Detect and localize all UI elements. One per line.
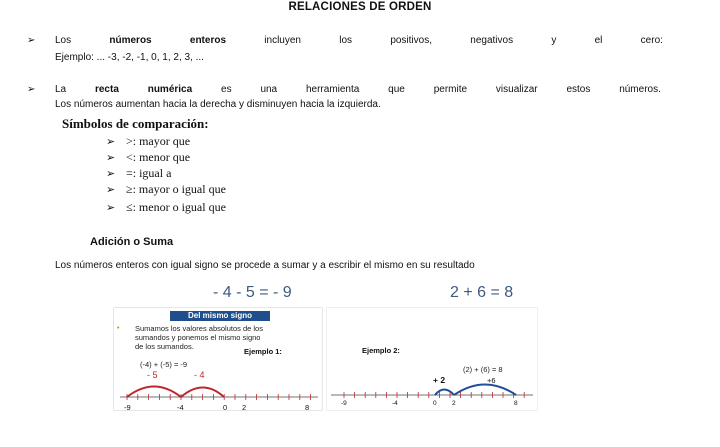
arrow-bullet-icon: ➢ [106,152,116,164]
word: enteros [189,35,227,46]
rule-line: de los sumandos. [135,342,194,351]
example-1-label: Ejemplo 1: [244,347,282,356]
tick-label: -9 [124,403,131,412]
word: Los [55,35,72,46]
word: números [109,35,152,46]
rule-line: Sumamos los valores absolutos de los [135,324,263,333]
symbol-item: ➢ <: menor que [106,150,191,164]
para1-line1 [55,35,663,46]
number-line-2 [327,378,537,412]
symbols-title: Símbolos de comparación: [62,116,209,131]
rule-bullet-icon: • [117,325,120,332]
arrow-bullet-icon: ➢ [106,168,116,180]
word: negativos [470,35,514,46]
example-1-jump-2: - 4 [194,370,205,380]
word: permite [433,84,468,95]
tick-label: 2 [452,400,456,407]
word: estos [566,84,591,95]
example-2-expression: (2) + (6) = 8 [463,365,503,374]
arrow-bullet-icon: ➢ [106,184,116,196]
number-line-1 [114,378,322,412]
word: el [594,35,603,46]
addition-text: Los números enteros con igual signo se procede a sumar y a escribir el mismo en su resultado [55,260,475,271]
word: incluyen [264,35,301,46]
tick-label: 0 [223,403,228,412]
rule-line: sumandos y ponemos el mismo signo [135,333,261,342]
jump-arc-1 [127,387,181,398]
jump-arc-1 [435,390,454,396]
para2-line1 [55,84,661,95]
example-2-label: Ejemplo 2: [362,346,400,355]
tick-label: -9 [341,400,347,407]
word: numérica [147,84,193,95]
word: recta [94,84,119,95]
word: cero: [640,35,663,46]
equation-2: 2 + 6 = 8 [450,284,514,301]
word: números. [619,84,661,95]
word: La [55,84,67,95]
para1-example: Ejemplo: ... -3, -2, -1, 0, 1, 2, 3, ... [55,52,204,63]
tick-label: 2 [242,403,247,412]
tick-label: -4 [177,403,184,412]
word: los [339,35,353,46]
page-title: RELACIONES DE ORDEN [288,1,432,13]
symbol-item: ➢ ≥: mayor o igual que [106,182,226,196]
jump-arc-2 [454,385,516,396]
example-2-jump-1: + 2 [433,375,446,385]
word: herramienta [305,84,360,95]
word: es [221,84,232,95]
tick-label: 8 [305,403,310,412]
symbol-item: ➢ ≤: menor o igual que [106,200,226,214]
tick-label: -4 [392,400,398,407]
arrow-bullet-icon: ➢ [106,136,116,148]
figure-header: Del mismo signo [170,311,270,321]
word: visualizar [495,84,538,95]
symbol-item: ➢ >: mayor que [106,134,191,148]
addition-title: Adición o Suma [90,236,174,248]
example-2-jump-2: +6 [487,376,496,385]
arrow-bullet-icon: ➢ [106,202,116,214]
para2-line2: Los números aumentan hacia la derecha y disminuyen hacia la izquierda. [55,99,381,110]
word: y [551,35,557,46]
symbol-item: ➢ =: igual a [106,166,172,180]
tick-label: 0 [433,400,437,407]
word: una [260,84,278,95]
example-1-expression: (-4) + (-5) = -9 [140,360,188,369]
arrow-bullet-icon: ➢ [27,84,36,95]
equation-1: - 4 - 5 = - 9 [213,284,292,301]
arrow-bullet-icon: ➢ [27,35,36,46]
word: que [388,84,405,95]
word: positivos, [390,35,432,46]
example-1-jump-1: - 5 [147,370,158,380]
tick-label: 8 [514,400,518,407]
